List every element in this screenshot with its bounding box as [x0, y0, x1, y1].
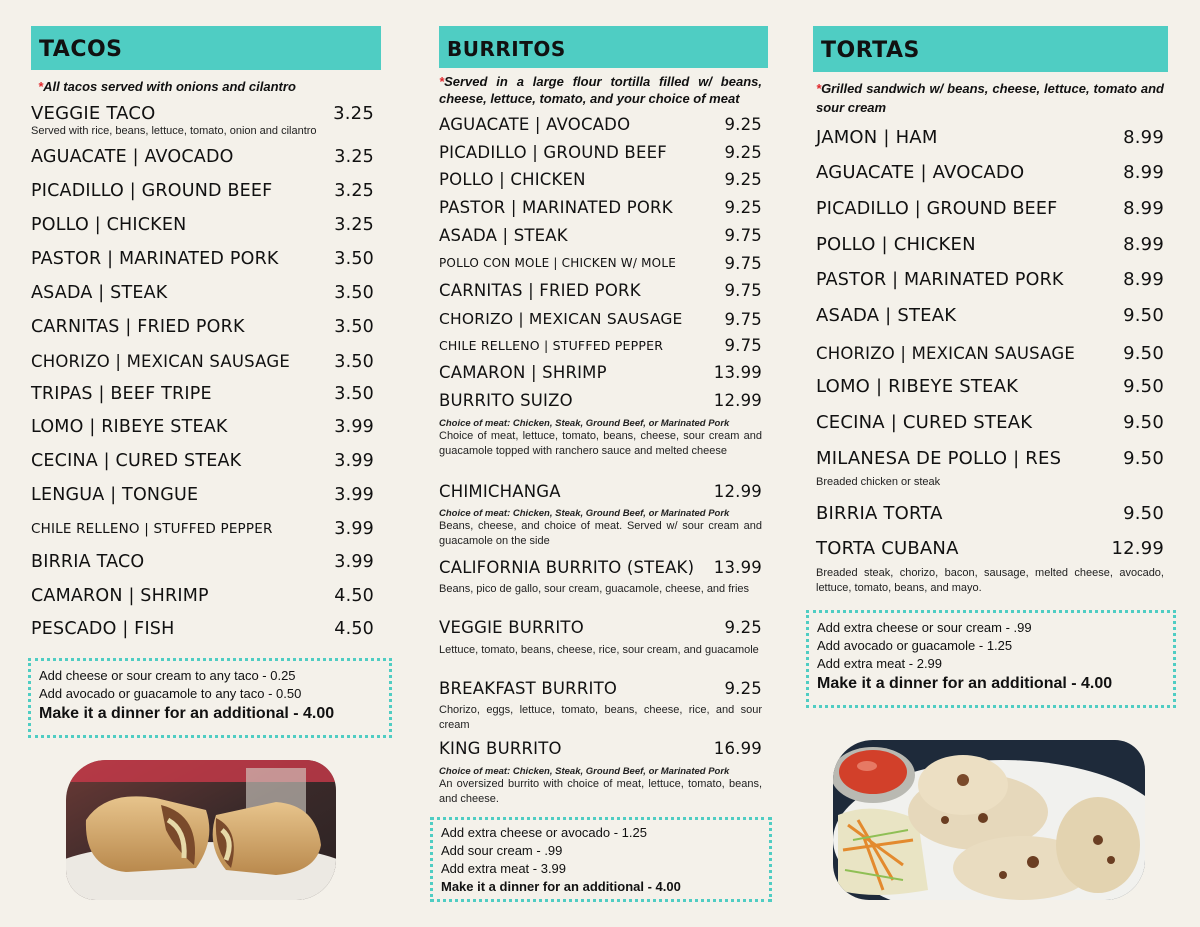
item-name: CHORIZO | MEXICAN SAUSAGE [439, 310, 683, 328]
menu-item [816, 538, 1164, 560]
burrito-photo [66, 760, 336, 900]
item-price: 3.25 [333, 103, 374, 124]
menu-item [816, 127, 1164, 149]
item-price: 9.50 [1123, 503, 1164, 524]
item-price: 8.99 [1123, 234, 1164, 255]
item-name: JAMON | HAM [816, 127, 938, 148]
item-price: 4.50 [334, 586, 374, 606]
menu-item [439, 253, 762, 274]
menu-item [816, 162, 1164, 184]
item-name: CARNITAS | FRIED PORK [31, 317, 245, 337]
extra-line: Add sour cream - .99 [441, 843, 563, 858]
item-name: BURRITO SUIZO [439, 391, 573, 410]
item-price: 3.50 [334, 384, 374, 404]
item-price: 9.25 [724, 143, 762, 162]
menu-item [439, 362, 762, 383]
menu-item [816, 343, 1164, 365]
menu-item [816, 198, 1164, 220]
menu-item [816, 376, 1164, 398]
item-price: 3.99 [334, 451, 374, 471]
menu-item [439, 738, 762, 759]
item-name: CECINA | CURED STEAK [31, 451, 242, 471]
item-price: 9.25 [724, 115, 762, 134]
menu-item [31, 585, 374, 607]
menu-item [439, 557, 762, 578]
item-price: 9.75 [724, 281, 762, 300]
burritos-extras-box [430, 817, 772, 902]
item-name: CALIFORNIA BURRITO (STEAK) [439, 558, 695, 577]
item-price: 9.50 [1123, 343, 1164, 364]
menu-item [31, 316, 374, 338]
item-name: BIRRIA TACO [31, 552, 145, 572]
item-name: TORTA CUBANA [816, 538, 959, 559]
item-name: LOMO | RIBEYE STEAK [816, 376, 1019, 397]
item-name: KING BURRITO [439, 739, 562, 758]
item-price: 12.99 [713, 482, 762, 501]
item-name: LOMO | RIBEYE STEAK [31, 417, 228, 437]
tacos-header [31, 26, 381, 70]
menu-item [439, 678, 762, 699]
menu-item [439, 390, 762, 411]
item-name: CHORIZO | MEXICAN SAUSAGE [31, 352, 290, 371]
item-price: 3.50 [334, 283, 374, 303]
tortas-note: *Grilled sandwich w/ beans, cheese, lettuce, tomato and sour cream [816, 81, 1164, 115]
menu-item [31, 180, 374, 202]
menu-item [31, 282, 374, 304]
item-name: CECINA | CURED STEAK [816, 412, 1033, 433]
menu-item [439, 280, 762, 301]
menu-item [816, 448, 1164, 470]
item-name: VEGGIE BURRITO [439, 618, 584, 637]
item-name: BREAKFAST BURRITO [439, 679, 618, 698]
item-price: 12.99 [713, 391, 762, 410]
item-name: POLLO CON MOLE | CHICKEN W/ MOLE [439, 256, 676, 270]
tortas-title: TORTAS [821, 38, 920, 63]
item-price: 9.25 [724, 170, 762, 189]
item-name: CAMARON | SHRIMP [439, 363, 607, 382]
item-name: CHILE RELLENO | STUFFED PEPPER [31, 521, 273, 537]
item-name: PICADILLO | GROUND BEEF [439, 143, 667, 162]
item-price: 9.25 [724, 679, 762, 698]
burrito-illustration [66, 760, 336, 900]
pupusas-illustration [833, 740, 1145, 900]
item-name: BIRRIA TORTA [816, 503, 943, 524]
extra-line: Add extra cheese or sour cream - .99 [817, 620, 1032, 635]
tortas-header [813, 26, 1168, 72]
menu-item [439, 169, 762, 190]
menu-item [31, 618, 374, 640]
extra-line: Add extra meat - 3.99 [441, 861, 567, 876]
item-name: CARNITAS | FRIED PORK [439, 281, 641, 300]
item-name: CHORIZO | MEXICAN SAUSAGE [816, 344, 1075, 363]
item-name: ASADA | STEAK [816, 305, 957, 326]
menu-item [816, 305, 1164, 327]
item-name: AGUACATE | AVOCADO [31, 147, 234, 167]
menu-item [816, 412, 1164, 434]
item-description: Beans, pico de gallo, sour cream, guacamole, cheese, and fries [439, 583, 750, 595]
menu-item [31, 551, 374, 573]
item-name: PICADILLO | GROUND BEEF [816, 199, 1058, 219]
item-name: PICADILLO | GROUND BEEF [31, 181, 273, 201]
item-price: 9.75 [724, 254, 762, 273]
menu-item [31, 383, 374, 405]
item-price: 8.99 [1123, 127, 1164, 148]
menu-item [31, 103, 374, 125]
item-price: 3.99 [334, 485, 374, 505]
item-price: 9.25 [724, 618, 762, 637]
dinner-upgrade: Make it a dinner for an additional - 4.00 [39, 705, 335, 722]
item-price: 8.99 [1123, 162, 1164, 183]
item-price: 9.75 [724, 336, 762, 355]
item-description: Lettuce, tomato, beans, cheese, rice, sour cream, and guacamole [439, 644, 759, 656]
dinner-upgrade: Make it a dinner for an additional - 4.00 [817, 675, 1113, 692]
item-price: 9.50 [1123, 376, 1164, 397]
menu-item [439, 197, 762, 218]
menu-item [31, 450, 374, 472]
item-price: 3.99 [334, 552, 374, 572]
item-price: 16.99 [713, 739, 762, 758]
item-choice: Choice of meat: Chicken, Steak, Ground Beef, or Marinated Pork [439, 508, 730, 519]
tacos-extras-box [28, 658, 392, 738]
item-name: CHILE RELLENO | STUFFED PEPPER [439, 338, 664, 353]
item-name: POLLO | CHICKEN [31, 215, 187, 235]
item-name: ASADA | STEAK [31, 283, 168, 303]
menu-item [439, 481, 762, 502]
pupusas-photo [833, 740, 1145, 900]
item-price: 9.25 [724, 198, 762, 217]
item-price: 8.99 [1123, 269, 1164, 290]
item-price: 3.25 [334, 215, 374, 235]
tacos-note: *All tacos served with onions and cilantro [38, 79, 296, 94]
item-price: 3.25 [334, 181, 374, 201]
item-name: TRIPAS | BEEF TRIPE [31, 384, 212, 404]
item-price: 4.50 [334, 619, 374, 639]
item-price: 3.50 [334, 352, 374, 372]
extra-line: Add avocado or guacamole - 1.25 [817, 638, 1013, 653]
item-price: 9.50 [1123, 305, 1164, 326]
burritos-title: BURRITOS [447, 37, 566, 61]
item-choice: Choice of meat: Chicken, Steak, Ground Beef, or Marinated Pork [439, 418, 730, 429]
item-price: 13.99 [713, 558, 762, 577]
menu-item [31, 484, 374, 506]
menu-item [439, 309, 762, 330]
menu-item [31, 416, 374, 438]
item-name: PESCADO | FISH [31, 619, 175, 639]
item-choice: Choice of meat: Chicken, Steak, Ground Beef, or Marinated Pork [439, 766, 730, 777]
burritos-header [439, 26, 768, 68]
item-price: 9.75 [724, 226, 762, 245]
menu-item [31, 146, 374, 168]
item-description: Choice of meat, lettuce, tomato, beans, cheese, sour cream and guacamole topped with ranchero sauce and melted cheese [439, 430, 762, 457]
item-name: CAMARON | SHRIMP [31, 586, 209, 606]
extra-line: Add avocado or guacamole to any taco - 0.50 [39, 686, 302, 701]
item-name: ASADA | STEAK [439, 226, 568, 245]
item-price: 3.99 [334, 519, 374, 539]
item-name: POLLO | CHICKEN [816, 234, 976, 255]
item-name: PASTOR | MARINATED PORK [816, 270, 1064, 290]
extra-line: Add extra cheese or avocado - 1.25 [441, 825, 647, 840]
item-name: POLLO | CHICKEN [439, 170, 586, 189]
menu-item [439, 335, 762, 356]
menu-item [31, 351, 374, 373]
item-price: 9.75 [724, 310, 762, 329]
item-description: Breaded steak, chorizo, bacon, sausage, melted cheese, avocado, lettuce, tomato, beans, and mayo. [816, 567, 1164, 594]
extra-line: Add cheese or sour cream to any taco - 0.25 [39, 668, 296, 683]
item-price: 9.50 [1123, 448, 1164, 469]
item-price: 3.99 [334, 417, 374, 437]
item-name: VEGGIE TACO [31, 103, 156, 124]
menu-item [439, 114, 762, 135]
item-price: 9.50 [1123, 412, 1164, 433]
item-price: 12.99 [1111, 538, 1164, 559]
item-name: LENGUA | TONGUE [31, 485, 199, 505]
dinner-upgrade: Make it a dinner for an additional - 4.00 [441, 879, 681, 894]
item-price: 13.99 [713, 363, 762, 382]
item-name: AGUACATE | AVOCADO [816, 162, 1025, 183]
menu-item [816, 234, 1164, 256]
item-name: MILANESA DE POLLO | RES [816, 448, 1062, 469]
item-description: Breaded chicken or steak [816, 476, 941, 488]
item-description: Chorizo, eggs, lettuce, tomato, beans, cheese, rice, and sour cream [439, 704, 762, 731]
item-description: An oversized burrito with choice of meat, lettuce, tomato, beans, and cheese. [439, 778, 762, 805]
tortas-extras-box [806, 610, 1176, 708]
menu-item [31, 248, 374, 270]
item-name: PASTOR | MARINATED PORK [31, 249, 279, 269]
menu-item [439, 225, 762, 246]
menu-item [439, 142, 762, 163]
extra-line: Add extra meat - 2.99 [817, 656, 943, 671]
item-name: PASTOR | MARINATED PORK [439, 198, 673, 217]
burritos-note: *Served in a large flour tortilla filled w/ beans, cheese, lettuce, tomato, and your choice of meat [439, 74, 762, 106]
item-price: 3.25 [334, 147, 374, 167]
item-price: 3.50 [334, 317, 374, 337]
tacos-title: TACOS [39, 37, 123, 62]
menu-item [31, 518, 374, 540]
item-description: Served with rice, beans, lettuce, tomato, onion and cilantro [31, 125, 317, 137]
menu-item [816, 269, 1164, 291]
menu-item [31, 214, 374, 236]
item-name: CHIMICHANGA [439, 482, 561, 501]
menu-item [816, 503, 1164, 525]
item-price: 3.50 [334, 249, 374, 269]
menu-item [439, 617, 762, 638]
item-description: Beans, cheese, and choice of meat. Served w/ sour cream and guacamole on the side [439, 520, 762, 547]
item-name: AGUACATE | AVOCADO [439, 115, 631, 134]
item-price: 8.99 [1123, 198, 1164, 219]
